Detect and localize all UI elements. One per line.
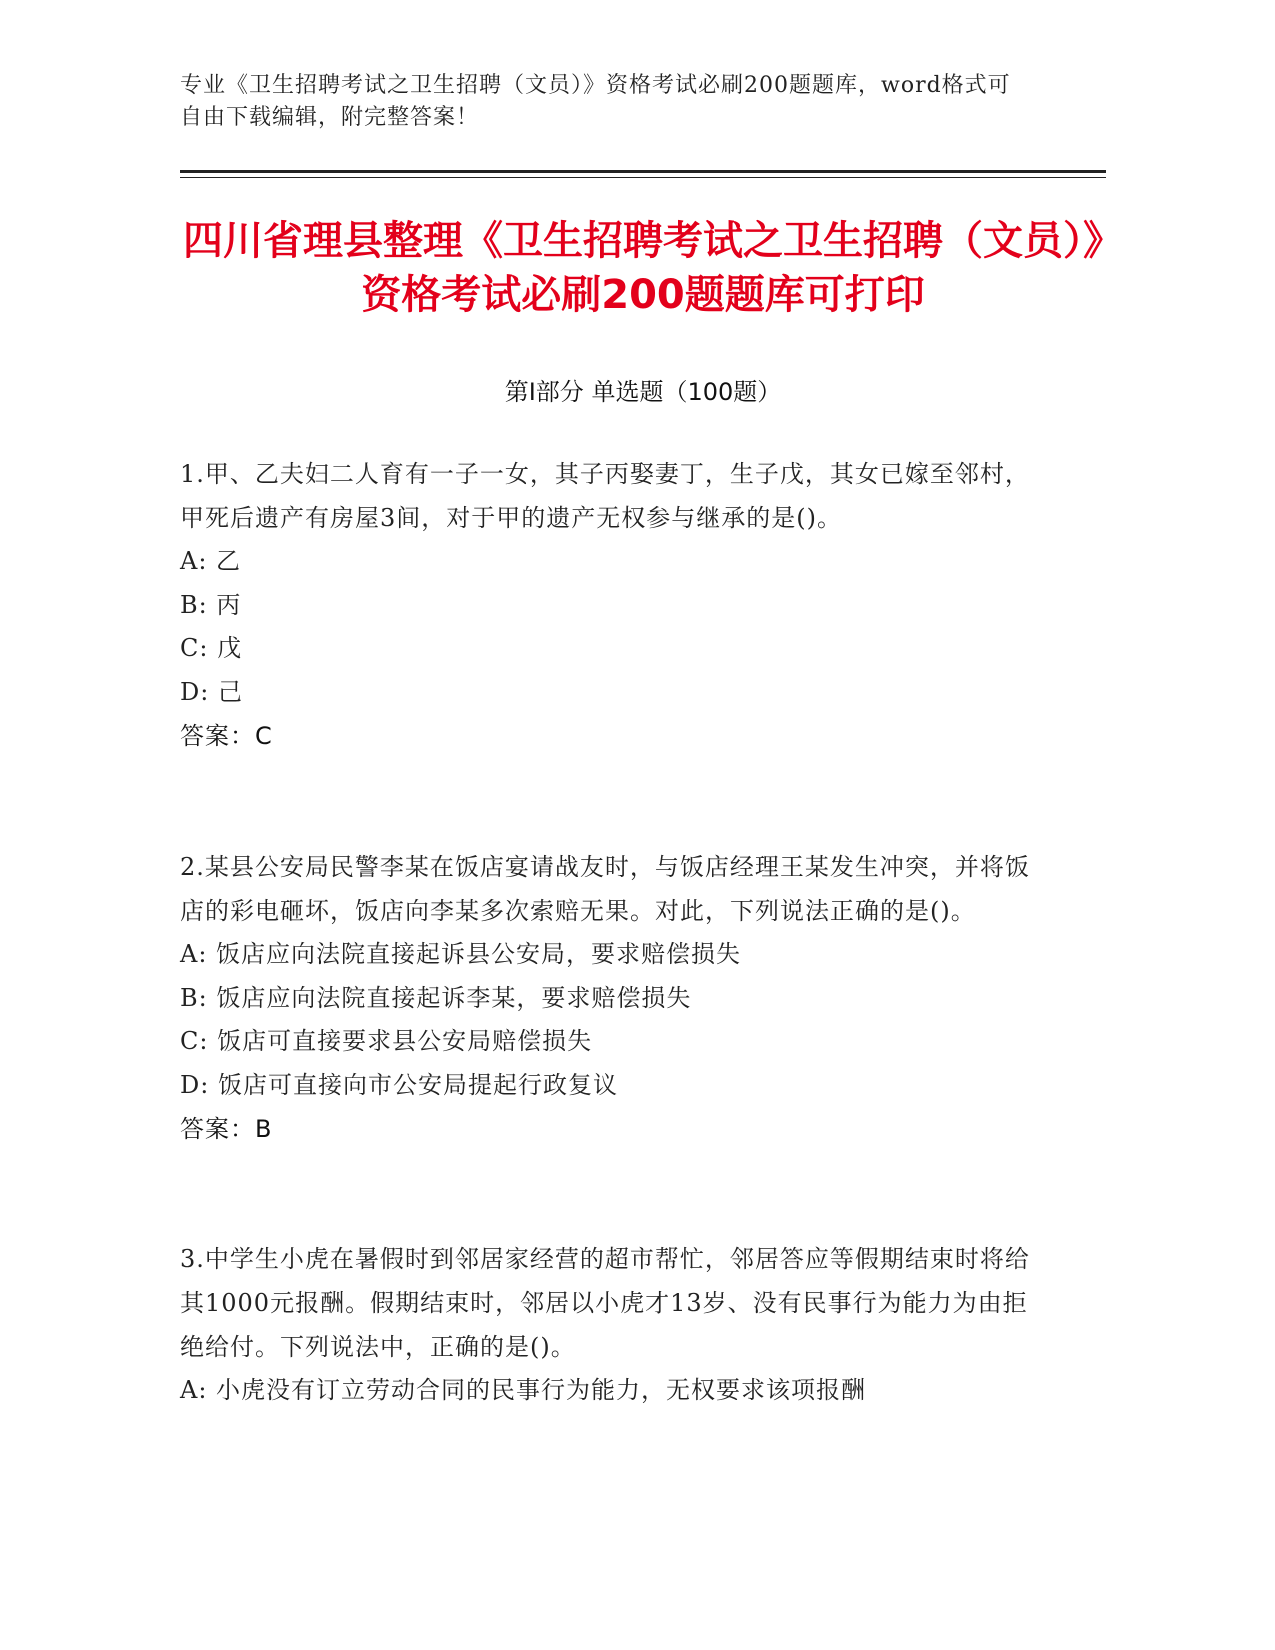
option-c: C: 戊 [180, 634, 243, 662]
option-a: A: 饭店应向法院直接起诉县公安局，要求赔偿损失 [180, 940, 742, 968]
question-2 [180, 845, 1030, 1151]
question-3 [180, 1237, 1030, 1413]
option-a: A: 小虎没有订立劳动合同的民事行为能力，无权要求该项报酬 [180, 1376, 867, 1404]
header-note: 专业《卫生招聘考试之卫生招聘（文员）》资格考试必刷200题题库，word格式可自由下载编辑，附完整答案！ [180, 73, 1011, 130]
option-b: B: 丙 [180, 590, 242, 619]
option-d: D: 己 [180, 677, 243, 706]
option-a: A: 乙 [180, 547, 242, 575]
header-divider-thick [180, 170, 1106, 173]
section-heading: 第Ⅰ部分 单选题（100题） [504, 378, 782, 406]
question-1 [180, 452, 1030, 758]
answer: 答案：C [180, 722, 273, 750]
answer: 答案：B [180, 1115, 273, 1143]
option-b: B: 饭店应向法院直接起诉李某，要求赔偿损失 [180, 983, 692, 1012]
document-title: 四川省理县整理《卫生招聘考试之卫生招聘（文员）》资格考试必刷200题题库可打印 [183, 218, 1103, 318]
question-stem: 3.中学生小虎在暑假时到邻居家经营的超市帮忙，邻居答应等假期结束时将给其1000元报酬。假期结束时，邻居以小虎才13岁、没有民事行为能力为由拒绝给付。下列说法中，正确的是()。 [180, 1245, 1030, 1361]
question-stem: 1.甲、乙夫妇二人育有一子一女，其子丙娶妻丁，生子戊，其女已嫁至邻村，甲死后遗产有房屋3间，对于甲的遗产无权参与继承的是()。 [180, 460, 1030, 532]
header-divider-thin [180, 177, 1106, 178]
option-c: C: 饭店可直接要求县公安局赔偿损失 [180, 1027, 593, 1055]
option-d: D: 饭店可直接向市公安局提起行政复议 [180, 1070, 618, 1099]
question-stem: 2.某县公安局民警李某在饭店宴请战友时，与饭店经理王某发生冲突，并将饭店的彩电砸坏，饭店向李某多次索赔无果。对此，下列说法正确的是()。 [180, 853, 1030, 925]
